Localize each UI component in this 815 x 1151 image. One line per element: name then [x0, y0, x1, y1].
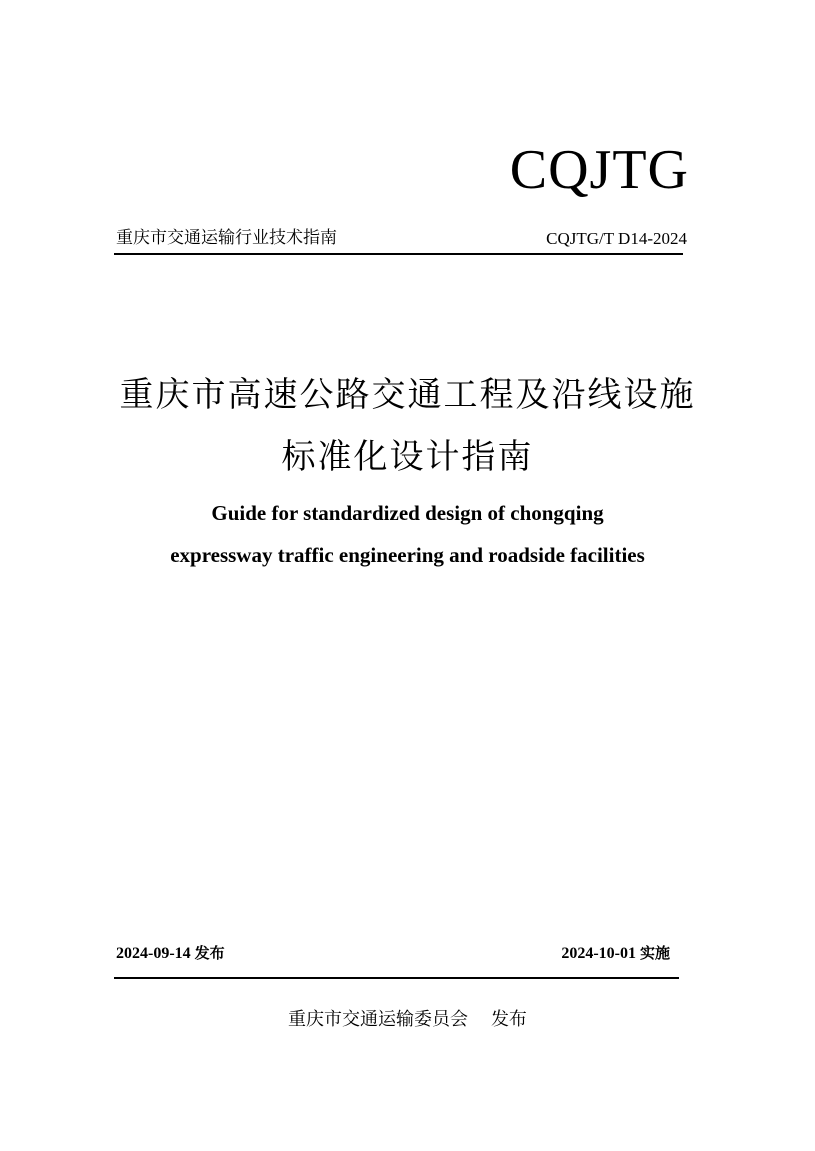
title-chinese-line-2: 标准化设计指南 — [281, 437, 534, 477]
issue-date-label: 发布 — [194, 944, 225, 962]
standard-number: CQJTG/T D14-2024 — [546, 229, 687, 248]
document-category: 重庆市交通运输行业技术指南 — [116, 228, 337, 248]
footer-divider — [114, 977, 679, 979]
title-english-line-2: expressway traffic engineering and roadside facilities — [170, 543, 645, 567]
implementation-date-value: 2024-10-01 — [561, 945, 636, 962]
publish-label: 发布 — [490, 1009, 527, 1030]
title-chinese-line-1: 重庆市高速公路交通工程及沿线设施 — [119, 375, 696, 415]
title-english-line-1: Guide for standardized design of chongqing — [211, 501, 604, 525]
publisher-line — [0, 1011, 815, 1029]
issue-date — [116, 946, 225, 962]
implementation-date — [561, 946, 670, 962]
standard-code-logo: CQJTG — [509, 139, 689, 201]
publisher-name: 重庆市交通运输委员会 — [288, 1009, 469, 1030]
issue-date-value: 2024-09-14 — [116, 945, 191, 962]
implementation-date-label: 实施 — [639, 944, 670, 962]
header-divider — [114, 253, 683, 255]
